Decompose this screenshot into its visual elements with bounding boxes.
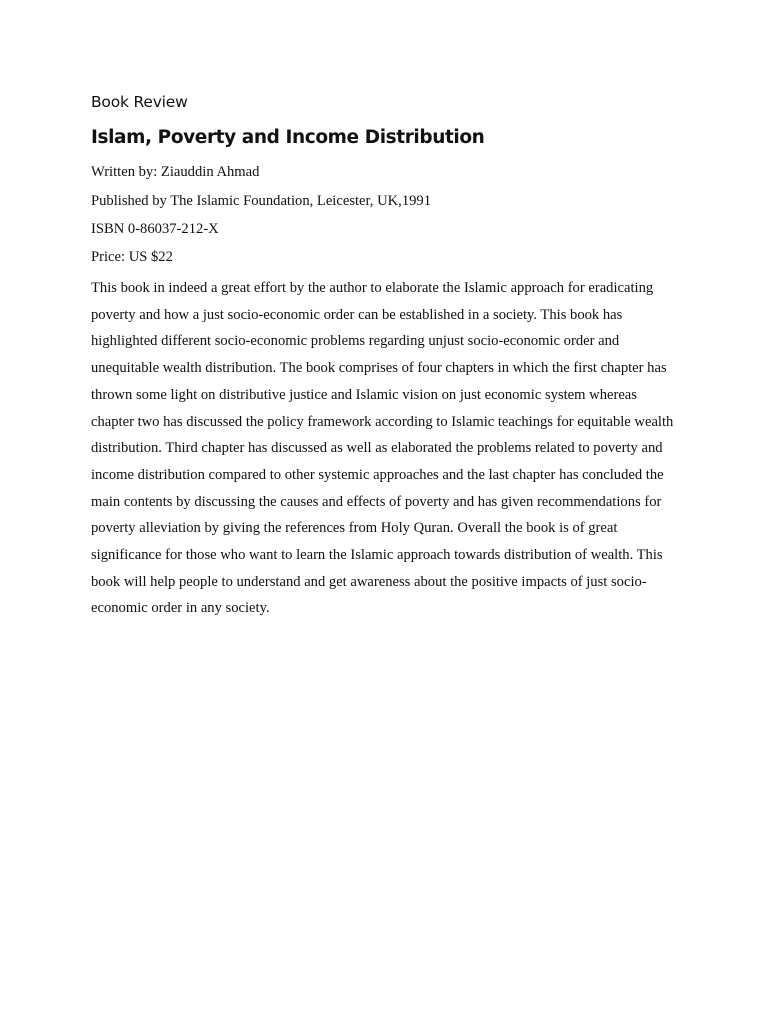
book-title: Islam, Poverty and Income Distribution xyxy=(91,127,485,148)
isbn-line: ISBN 0-86037-212-X xyxy=(91,221,219,237)
review-body: This book in indeed a great effort by the author to elaborate the Islamic approach for eradicating poverty and how a just socio-economic order can be established in a society. This book has highlighted different socio-economic problems regarding unjust socio-economic order and unequitable wealth distribution. The book comprises of four chapters in which the first chapter has thrown some light on distributive justice and Islamic vision on just economic system whereas chapter two has discussed the policy framework according to Islamic teachings for equitable wealth distribution. Third chapter has discussed as well as elaborated the problems related to poverty and income distribution compared to other systemic approaches and the last chapter has concluded the main contents by discussing the causes and effects of poverty and has given recommendations for poverty alleviation by giving the references from Holy Quran. Overall the book is of great significance for those who want to learn the Islamic approach towards distribution of wealth. This book will help people to understand and get awareness about the positive impacts of just socio-economic order in any society. xyxy=(91,280,674,617)
price-line: Price: US $22 xyxy=(91,249,173,265)
author-line: Written by: Ziauddin Ahmad xyxy=(91,164,260,180)
publisher-line: Published by The Islamic Foundation, Leicester, UK,1991 xyxy=(91,193,432,209)
section-label: Book Review xyxy=(91,93,188,111)
